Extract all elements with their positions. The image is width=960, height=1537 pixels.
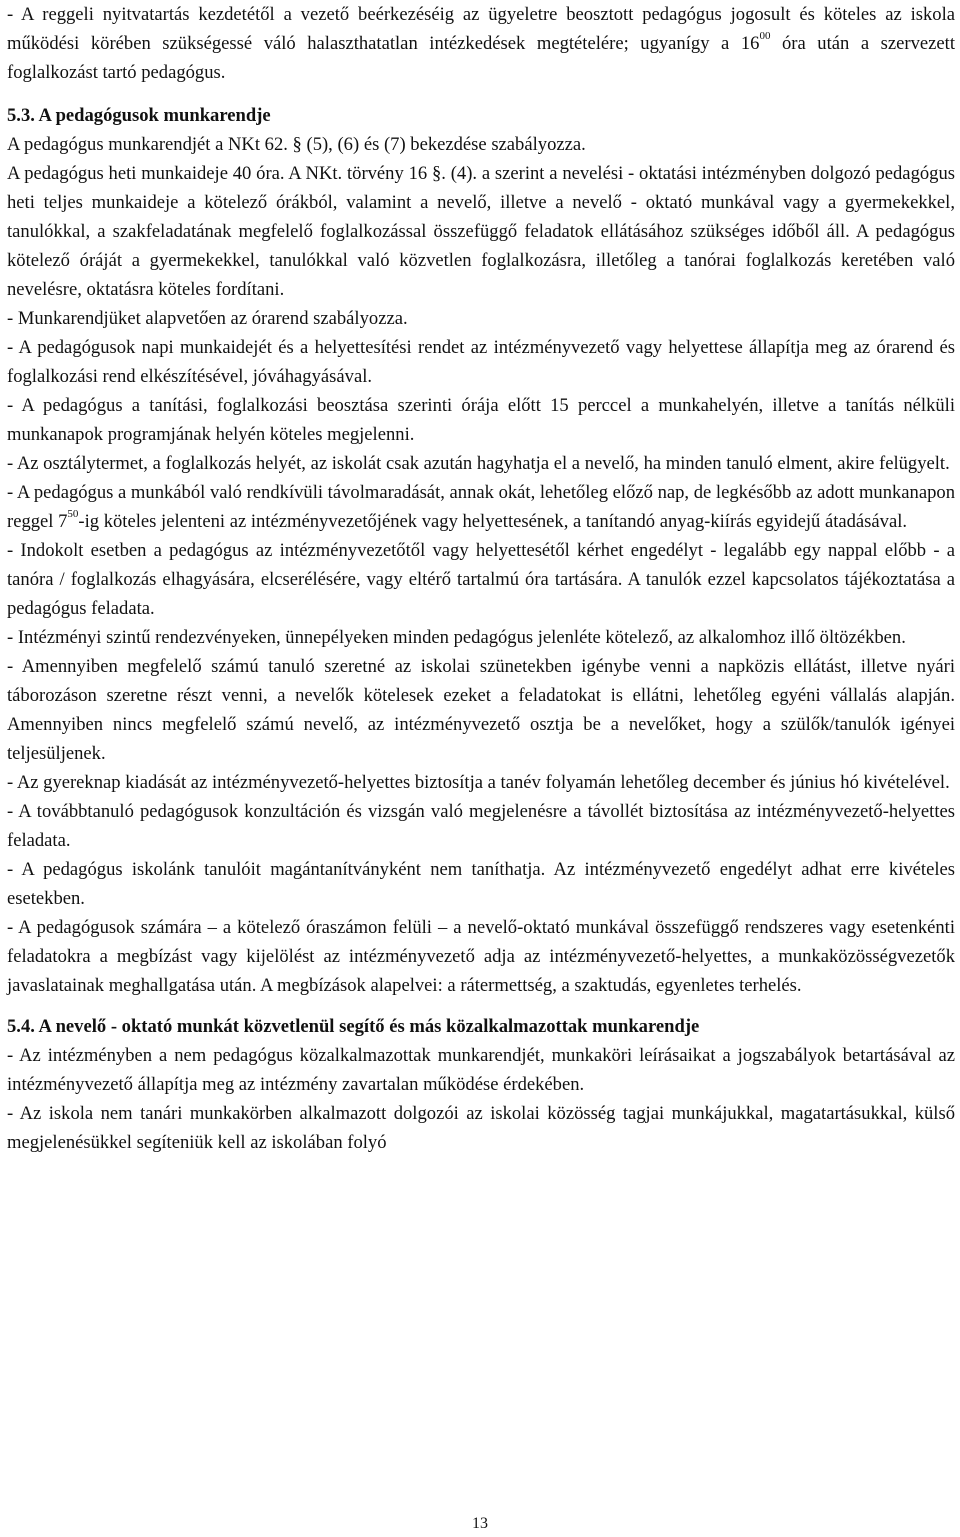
list-item: - Az iskola nem tanári munkakörben alkalmazott dolgozói az iskolai közösség tagjai munkájukkal, magatartásukkal, külső megjelenésükkel segíteniük kell az iskolában folyó [7, 1103, 955, 1153]
list-item: - Az gyereknap kiadását az intézményvezető-helyettes biztosítja a tanév folyamán lehetőleg december és június hó kivételével. [7, 772, 950, 793]
list-item: - Munkarendjüket alapvetően az órarend szabályozza. [7, 308, 408, 329]
intro-paragraph [7, 0, 955, 87]
list-item: - Amennyiben megfelelő számú tanuló szeretné az iskolai szünetekben igénybe venni a napközis ellátást, illetve nyári táborozáson szeretne részt venni, a nevelők kötelesek ezeket a feladatokat is ellátni, lehetőleg egyéni vállalás alapján. Amennyiben nincs megfelelő számú nevelő, az intézményvezető osztja be a nevelőket, hogy a szülők/tanulók igényei teljesüljenek. [7, 656, 955, 764]
section-5-3-line: A pedagógus munkarendjét a NKt 62. § (5), (6) és (7) bekezdése szabályozza. [7, 134, 586, 155]
document-page [7, 0, 955, 1157]
list-item: - A pedagógusok számára – a kötelező óraszámon felüli – a nevelő-oktató munkával összefüggő rendszeres vagy esetenkénti feladatokra a megbízást vagy kijelölést az intézményvezető adja az intézményvezető-helyettes, a munkaközösségvezetők javaslatainak meghallgatása után. A megbízások alapelvei: a rátermettség, a szaktudás, egyenletes terhelés. [7, 917, 955, 996]
list-item: - Intézményi szintű rendezvényeken, ünnepélyeken minden pedagógus jelenléte kötelező, az alkalomhoz illő öltözékben. [7, 627, 906, 648]
section-5-3-paragraph: A pedagógus heti munkaideje 40 óra. A NKt. törvény 16 §. (4). a szerint a nevelési - oktatási intézményben dolgozó pedagógus heti teljes munkaideje a kötelező órákból, valamint a nevelő, illetve a nevelő - oktató munkával vagy a gyermekekkel, tanulókkal, a szakfeladatának megfelelő foglalkozással összefüggő feladatok ellátásához szükséges időből áll. A pedagógus kötelező óráját a gyermekekkel, tanulókkal való közvetlen foglalkozásra, illetőleg a tanórai foglalkozás keretében való nevelésre, oktatásra köteles fordítani. [7, 163, 955, 300]
intro-text: - A reggeli nyitvatartás kezdetétől a vezető beérkezéséig az ügyeletre beosztott pedagógus jogosult és köteles az iskola működési körében szükségessé váló halaszthatatlan intézkedések megtételére; ugyanígy a 16 [7, 4, 955, 54]
list-item: - A továbbtanuló pedagógusok konzultáción és vizsgán való megjelenésre a távollét biztosítása az intézményvezető-helyettes feladata. [7, 801, 955, 851]
list-item: - Az intézményben a nem pedagógus közalkalmazottak munkarendjét, munkaköri leírásaikat a jogszabályok betartásával az intézményvezető állapítja meg az intézmény zavartalan működése érdekében. [7, 1045, 955, 1095]
absence-superscript: 50 [67, 507, 79, 520]
list-item: - Indokolt esetben a pedagógus az intézményvezetőtől vagy helyettesétől kérhet engedélyt - legalább egy nappal előbb - a tanóra / foglalkozás elhagyására, elcserélésére, vagy eltérő tartalmú óra tartására. A tanulók ezzel kapcsolatos tájékoztatása a pedagógus feladata. [7, 540, 955, 619]
page-number: 13 [472, 1515, 488, 1532]
absence-text-end: -ig köteles jelenteni az intézményvezetőjének vagy helyettesének, a tanítandó anyag-kiírás egyidejű átadásával. [78, 511, 908, 532]
list-item: - A pedagógus a tanítási, foglalkozási beosztása szerinti órája előtt 15 perccel a munkahelyén, illetve a tanítás nélküli munkanapok programjának helyén köteles megjelenni. [7, 395, 955, 445]
section-title-5-3: 5.3. A pedagógusok munkarendje [7, 105, 271, 126]
absence-text: - A pedagógus a munkából való rendkívüli távolmaradását, annak okát, lehetőleg előző nap, de legkésőbb az adott munkanapon reggel 7 [7, 482, 955, 532]
intro-text-end: óra után a szervezett foglalkozást tartó pedagógus. [7, 33, 955, 83]
list-item: - Az osztálytermet, a foglalkozás helyét, az iskolát csak azután hagyhatja el a nevelő, ha minden tanuló elment, akire felügyelt. [7, 453, 950, 474]
section-title-5-4: 5.4. A nevelő - oktató munkát közvetlenül segítő és más közalkalmazottak munkarendje [7, 1016, 700, 1037]
intro-superscript: 00 [759, 29, 771, 42]
list-item: - A pedagógusok napi munkaidejét és a helyettesítési rendet az intézményvezető vagy helyettese állapítja meg az órarend és foglalkozási rend elkészítésével, jóváhagyásával. [7, 337, 955, 387]
list-item: - A pedagógus iskolánk tanulóit magántanítványként nem taníthatja. Az intézményvezető engedélyt adhat erre kivételes esetekben. [7, 859, 955, 909]
absence-paragraph [7, 478, 955, 536]
